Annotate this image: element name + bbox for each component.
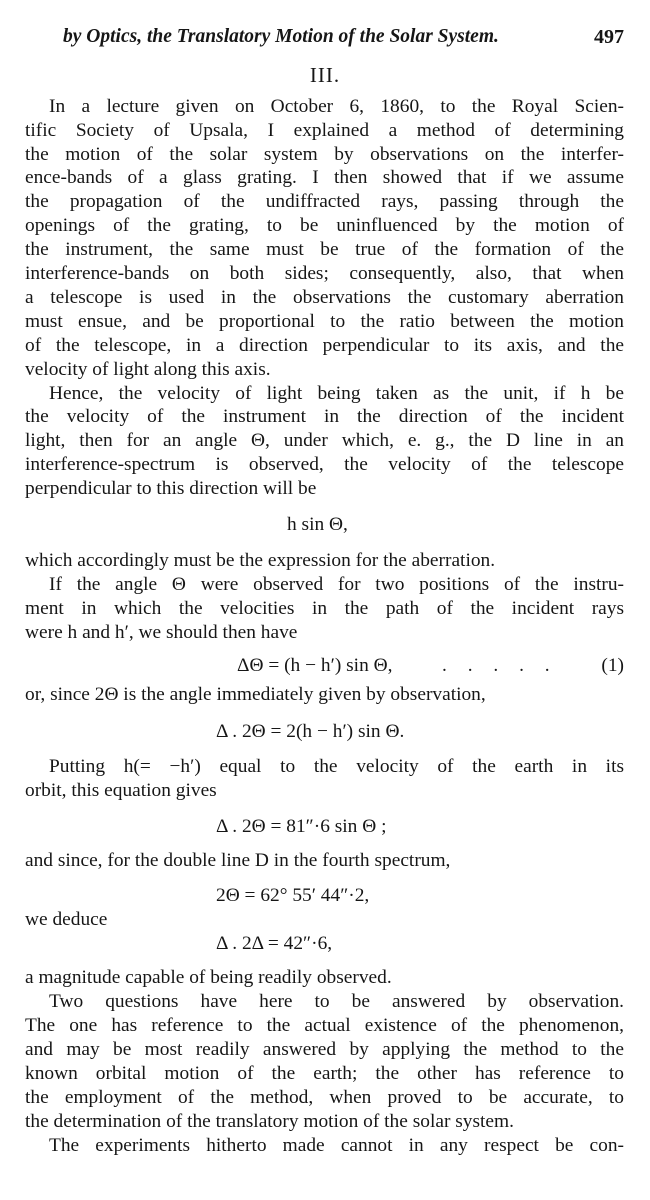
paragraph-1-line: a telescope is used in the observations the customary aberration (25, 287, 624, 308)
paragraph-5-line: the determination of the translatory motion of the solar system. (25, 1111, 514, 1132)
running-title: by Optics, the Translatory Motion of the Solar System. (63, 26, 499, 47)
equation-3: Δ . 2Θ = 81″·6 sin Θ ; (216, 816, 387, 837)
text-line: or, since 2Θ is the angle immediately given by observation, (25, 684, 486, 705)
paragraph-1-line: must ensue, and be proportional to the ratio between the motion (25, 311, 624, 332)
paragraph-2-line: the velocity of the instrument in the direction of the incident (25, 406, 624, 427)
text-line: which accordingly must be the expression for the aberration. (25, 550, 496, 571)
section-heading: III. (309, 63, 341, 87)
paragraph-5-line: known orbital motion of the earth; the other has reference to (25, 1063, 624, 1084)
paragraph-2-line: light, then for an angle Θ, under which, e. g., the D line in an (25, 430, 624, 451)
paragraph-1-line: the motion of the solar system by observations on the interfer- (25, 144, 624, 165)
paragraph-3-line: ment in which the velocities in the path of the incident rays (25, 598, 624, 619)
equation-number: (1) (601, 655, 624, 676)
text-line: we deduce (25, 909, 108, 930)
paragraph-1-line: tific Society of Upsala, I explained a method of determining (25, 120, 624, 141)
page-number: 497 (594, 26, 624, 48)
paragraph-2-line: perpendicular to this direction will be (25, 478, 317, 499)
paragraph-1-line: interference-bands on both sides; consequently, also, that when (25, 263, 624, 284)
paragraph-2-line: interference-spectrum is observed, the velocity of the telescope (25, 454, 624, 475)
paragraph-5-line: Two questions have here to be answered by observation. (49, 991, 624, 1012)
paragraph-4-line: Putting h(= −h′) equal to the velocity of the earth in its (49, 756, 624, 777)
paragraph-5-line: the employment of the method, when proved to be accurate, to (25, 1087, 624, 1108)
paragraph-6-line: The experiments hitherto made cannot in any respect be con- (49, 1135, 624, 1156)
paragraph-5-line: The one has reference to the actual existence of the phenomenon, (25, 1015, 624, 1036)
paragraph-1-line: In a lecture given on October 6, 1860, to the Royal Scien- (49, 96, 624, 117)
paragraph-2-line: Hence, the velocity of light being taken as the unit, if h be (49, 383, 624, 404)
equation-5: Δ . 2Δ = 42″·6, (216, 933, 333, 954)
running-header (25, 24, 624, 52)
paragraph-1-line: of the telescope, in a direction perpendicular to its axis, and the (25, 335, 624, 356)
text-line: and since, for the double line D in the fourth spectrum, (25, 850, 451, 871)
equation-h-sin-theta: h sin Θ, (287, 514, 348, 535)
paragraph-1-line: velocity of light along this axis. (25, 359, 271, 380)
paragraph-1-line: ence-bands of a glass grating. I then showed that if we assume (25, 167, 624, 188)
paragraph-1-line: the propagation of the undiffracted rays, passing through the (25, 191, 624, 212)
paragraph-1-line: the instrument, the same must be true of the formation of the (25, 239, 624, 260)
paragraph-3-line: were h and h′, we should then have (25, 622, 298, 643)
paragraph-1-line: openings of the grating, to be uninfluenced by the motion of (25, 215, 624, 236)
paragraph-5-line: and may be most readily answered by applying the method to the (25, 1039, 624, 1060)
equation-2: Δ . 2Θ = 2(h − h′) sin Θ. (216, 721, 405, 742)
equation-1: ΔΘ = (h − h′) sin Θ, (237, 655, 393, 676)
paragraph-3-line: If the angle Θ were observed for two positions of the instru- (49, 574, 624, 595)
equation-4: 2Θ = 62° 55′ 44″·2, (216, 885, 370, 906)
text-line: a magnitude capable of being readily observed. (25, 967, 392, 988)
paragraph-4-line: orbit, this equation gives (25, 780, 217, 801)
equation-leader-dots: . . . . . (442, 655, 558, 676)
